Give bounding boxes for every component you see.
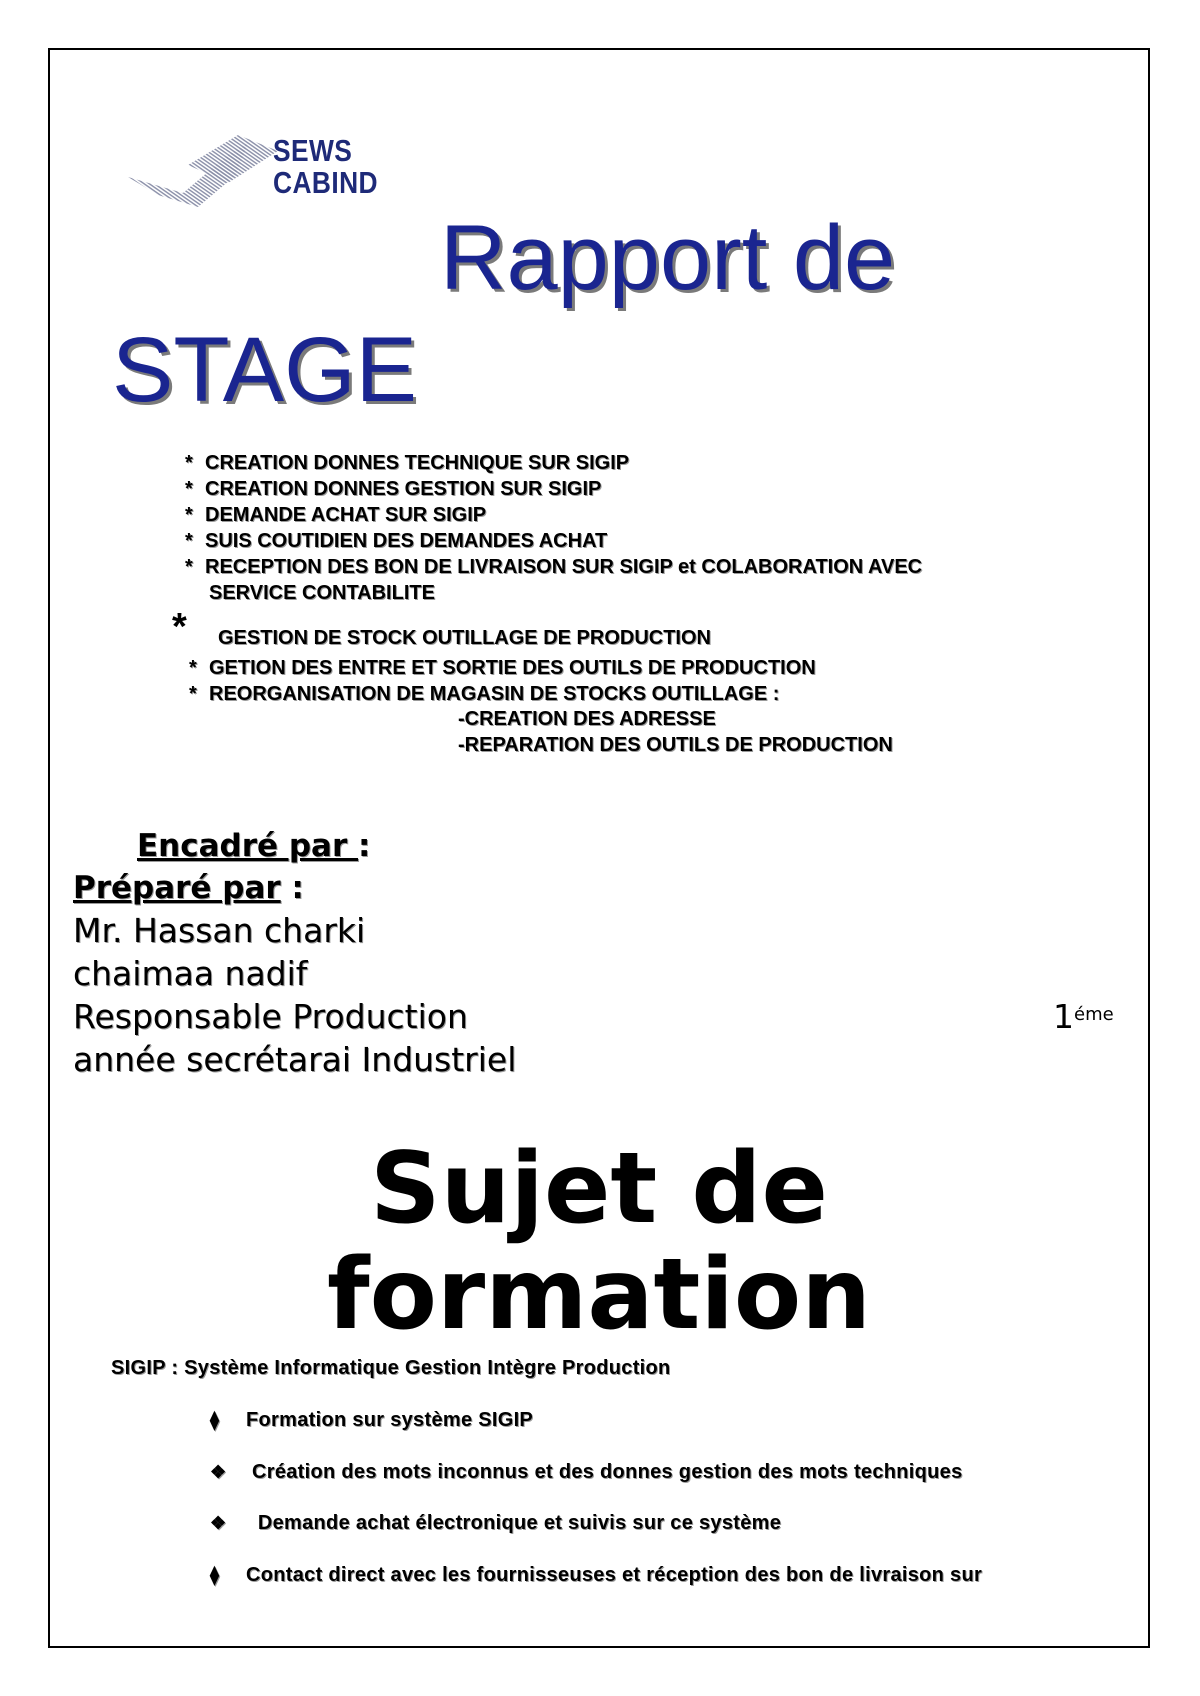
task-item: * CREATION DONNES GESTION SUR SIGIP (185, 478, 602, 500)
four-diamond-bullet-icon: ❖ (210, 1513, 227, 1533)
task-subitem: -CREATION DES ADRESSE (458, 708, 716, 730)
formation-item: ❖ Demande achat électronique et suivis sur ce système (210, 1512, 782, 1534)
diamond-bullet-icon: ⧫ (210, 1565, 220, 1585)
task-item: * SUIS COUTIDIEN DES DEMANDES ACHAT (185, 530, 608, 552)
student-name: chaimaa nadif (73, 954, 308, 993)
task-item-continuation: SERVICE CONTABILITE (209, 582, 435, 604)
subject-title-line2: formation (326, 1238, 872, 1352)
logo-wordmark (273, 135, 378, 199)
logo-line1: SEWS (273, 133, 353, 168)
logo-arrows-icon (128, 135, 278, 215)
bullet-star-icon: * (189, 683, 197, 705)
bullet-star-icon: * (185, 530, 193, 552)
company-logo (128, 135, 403, 215)
large-star-icon: * (172, 606, 187, 648)
year-ordinal: $1^{éme}$ (1053, 997, 1114, 1036)
four-diamond-bullet-icon: ❖ (210, 1462, 227, 1482)
bullet-star-icon: * (185, 504, 193, 526)
sigip-definition: SIGIP : Système Informatique Gestion Intègre Production (111, 1357, 671, 1379)
bullet-star-icon: * (189, 657, 197, 679)
supervisor-name: Mr. Hassan charki (73, 911, 366, 950)
task-item: * REORGANISATION DE MAGASIN DE STOCKS OUTILLAGE : (189, 683, 780, 705)
diamond-bullet-icon: ⧫ (210, 1410, 220, 1430)
bullet-star-icon: * (185, 478, 193, 500)
supervisor-role: Responsable Production (73, 997, 468, 1036)
student-program: année secrétarai Industriel (73, 1040, 517, 1079)
task-item: * RECEPTION DES BON DE LIVRAISON SUR SIGIP et COLABORATION AVEC (185, 556, 923, 578)
task-item: * GETION DES ENTRE ET SORTIE DES OUTILS DE PRODUCTION (189, 657, 816, 679)
report-title-line1: Rapport de (440, 207, 896, 309)
formation-item: ⧫ Contact direct avec les fournisseuses et réception des bon de livraison sur (210, 1564, 983, 1586)
logo-line2: CABIND (273, 165, 379, 200)
formation-item: ❖ Création des mots inconnus et des donnes gestion des mots techniques (210, 1461, 963, 1483)
task-item: GESTION DE STOCK OUTILLAGE DE PRODUCTION (218, 627, 711, 649)
prepared-by-label: Préparé par : (73, 870, 304, 906)
bullet-star-icon: * (185, 452, 193, 474)
task-subitem: -REPARATION DES OUTILS DE PRODUCTION (458, 734, 893, 756)
task-item: * DEMANDE ACHAT SUR SIGIP (185, 504, 487, 526)
formation-item: ⧫ Formation sur système SIGIP (210, 1409, 534, 1431)
subject-title-line1: Sujet de (370, 1132, 828, 1246)
bullet-star-icon: * (185, 556, 193, 578)
supervisor-label: Encadré par : (137, 828, 371, 864)
task-item: * CREATION DONNES TECHNIQUE SUR SIGIP (185, 452, 630, 474)
report-title-line2: STAGE (112, 319, 418, 421)
